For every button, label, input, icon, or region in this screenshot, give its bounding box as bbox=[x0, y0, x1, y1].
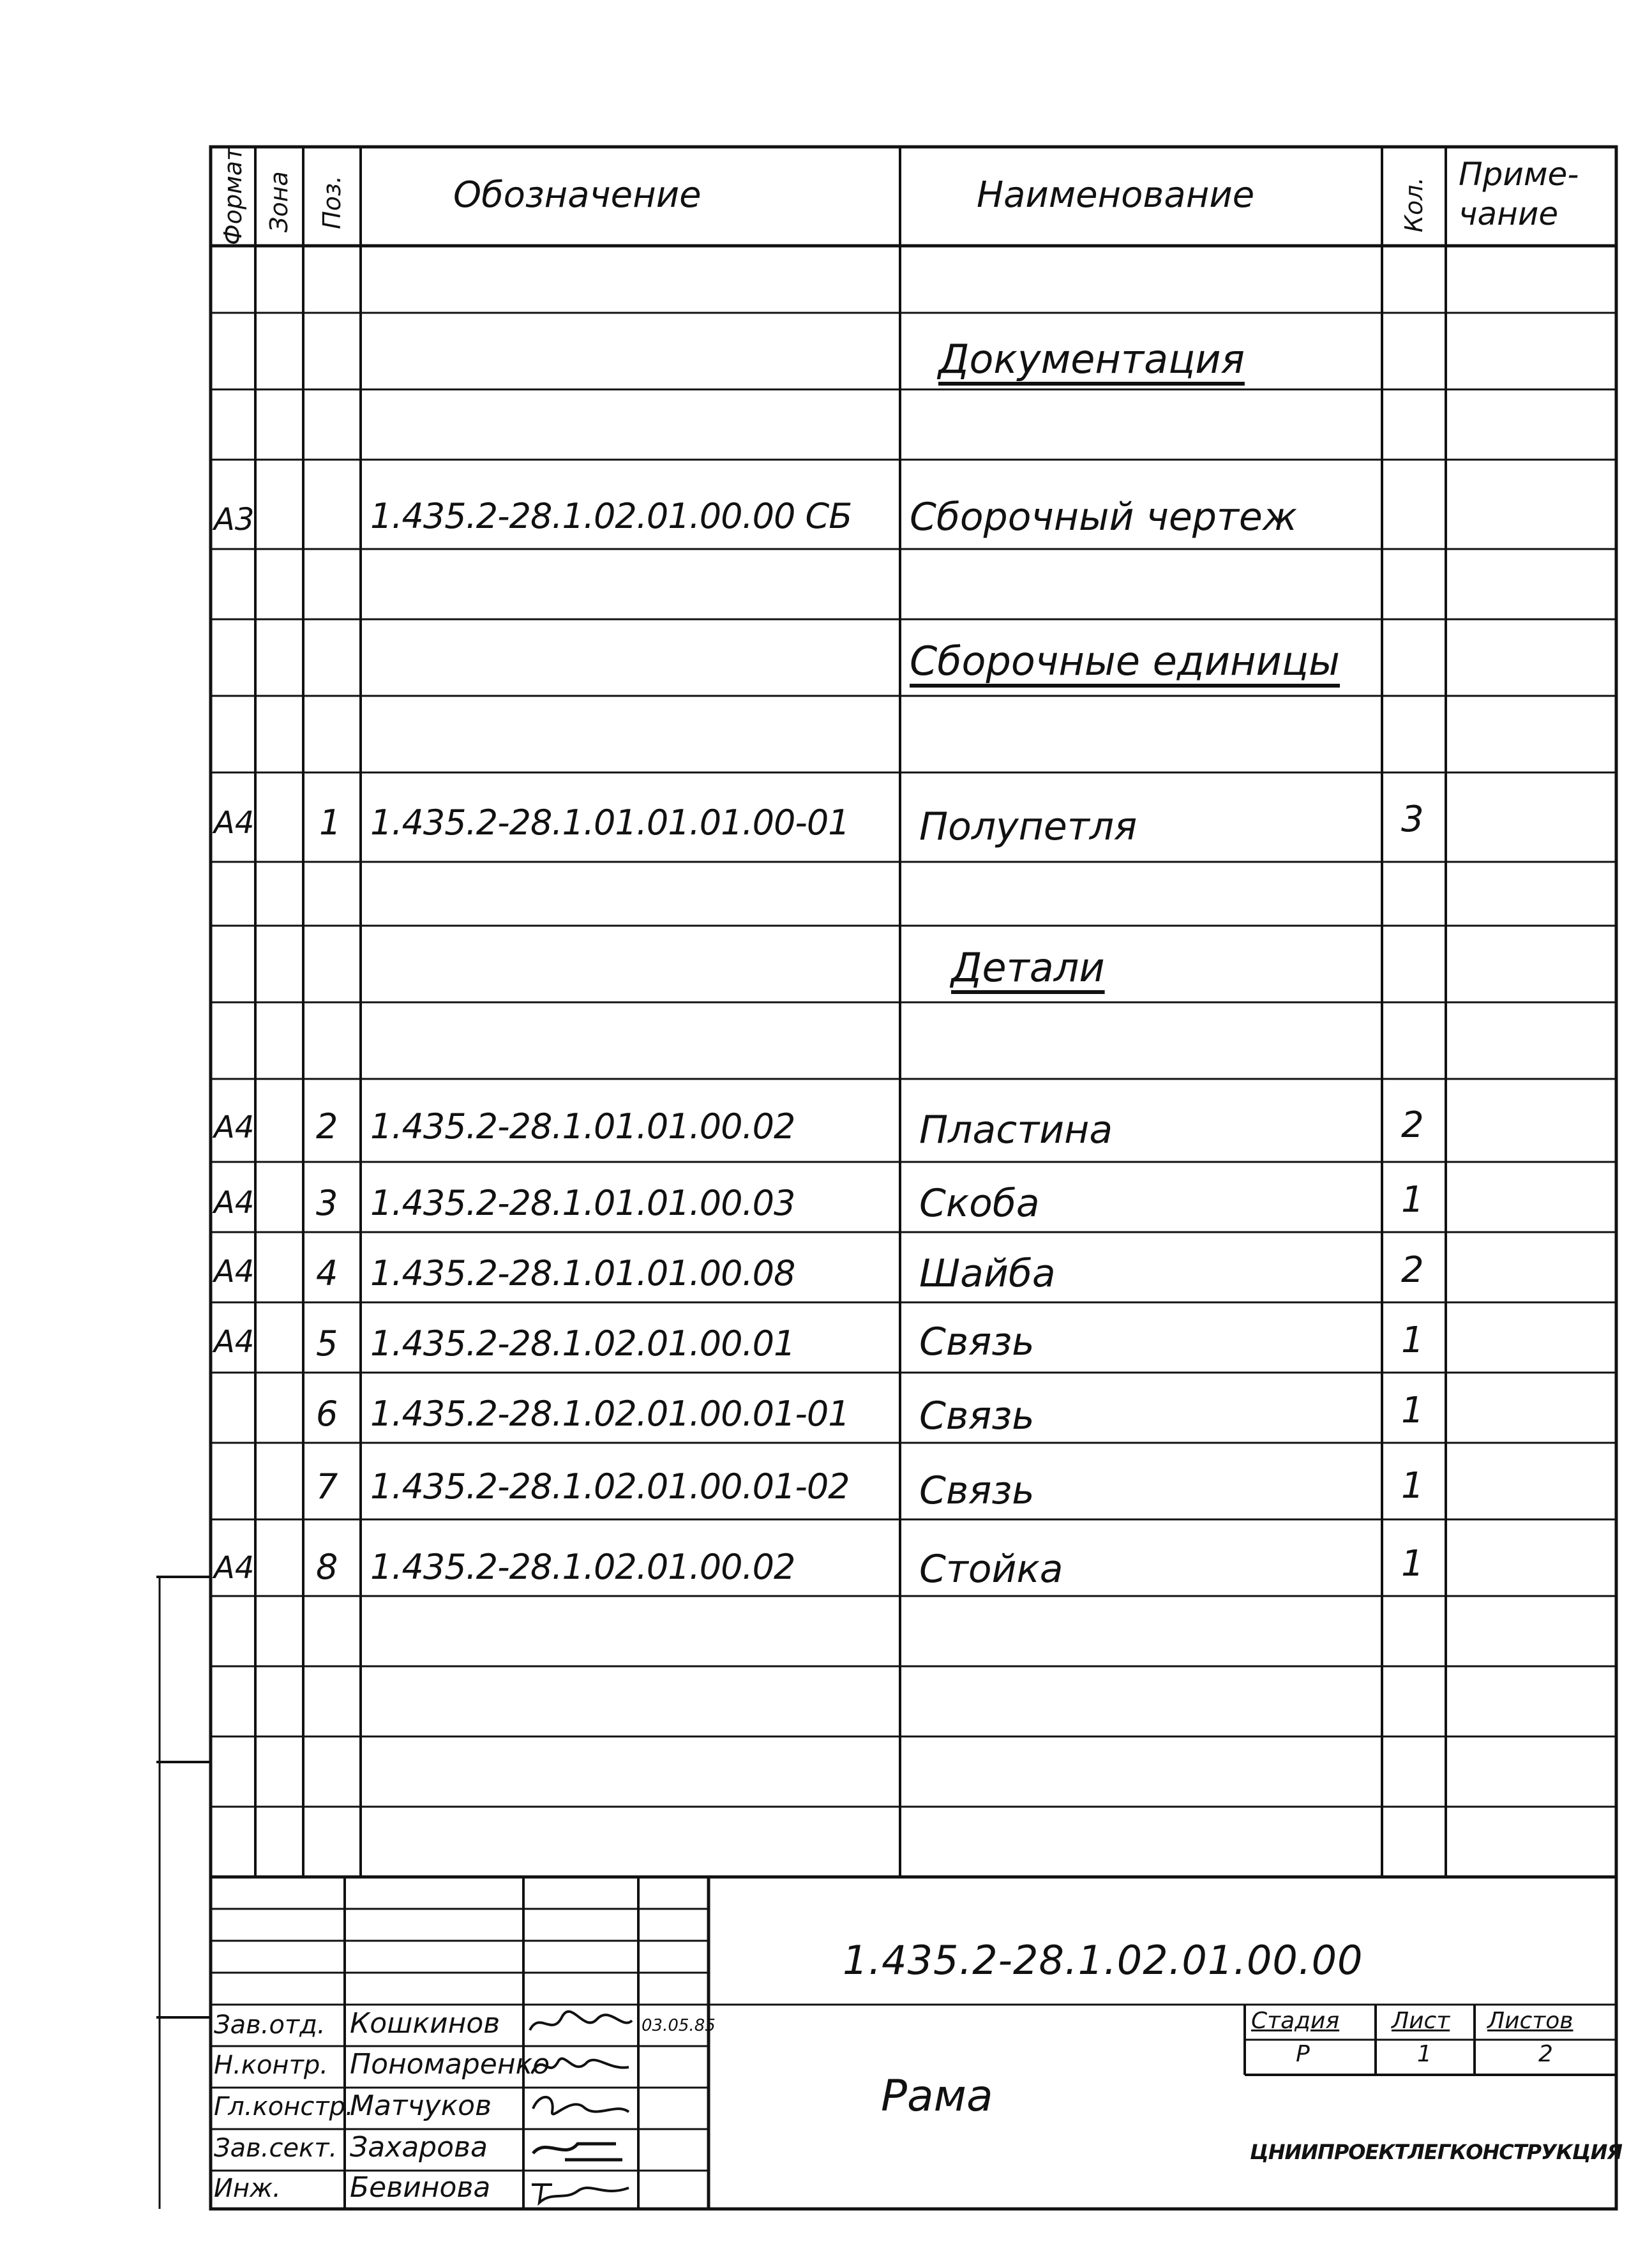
sheets-label: Листов bbox=[1487, 2008, 1573, 2034]
row-pos: 7 bbox=[316, 1466, 338, 1507]
section-title: Сборочные единицы bbox=[910, 638, 1340, 684]
row-qty: 1 bbox=[1401, 1465, 1424, 1507]
row-name: Полупетля bbox=[919, 804, 1138, 849]
row-pos: 2 bbox=[316, 1106, 338, 1147]
header-designation: Обозначение bbox=[453, 174, 702, 216]
row-format: А4 bbox=[214, 1110, 255, 1145]
row-qty: 1 bbox=[1401, 1390, 1424, 1431]
signature-1 bbox=[527, 2008, 635, 2040]
row-designation: 1.435.2-28.1.02.01.00.01-01 bbox=[370, 1394, 850, 1434]
row-qty: 1 bbox=[1401, 1320, 1424, 1361]
row-name: Стойка bbox=[919, 1547, 1063, 1592]
row-format: А4 bbox=[214, 1550, 255, 1586]
row-designation: 1.435.2-28.1.01.01.01.00-01 bbox=[370, 802, 850, 843]
row-name: Связь bbox=[919, 1468, 1035, 1513]
row-name: Пластина bbox=[919, 1108, 1113, 1152]
sheet-value: 1 bbox=[1417, 2041, 1432, 2067]
row-name: Сборочный чертеж bbox=[910, 495, 1297, 539]
header-pos: Поз. bbox=[318, 175, 346, 229]
signature-4 bbox=[527, 2131, 635, 2166]
person-name: Матчуков bbox=[350, 2090, 492, 2122]
row-designation: 1.435.2-28.1.02.01.00.00 СБ bbox=[370, 496, 852, 536]
row-pos: 1 bbox=[319, 802, 342, 843]
document-title: Рама bbox=[881, 2071, 993, 2121]
row-pos: 4 bbox=[316, 1253, 338, 1293]
sign-date: 03.05.85 bbox=[642, 2016, 716, 2035]
section-title: Документация bbox=[938, 336, 1245, 382]
row-qty: 3 bbox=[1401, 799, 1424, 840]
document-number: 1.435.2-28.1.02.01.00.00 bbox=[843, 1937, 1363, 1984]
row-name: Шайба bbox=[919, 1251, 1056, 1296]
stage-value: Р bbox=[1296, 2041, 1310, 2067]
role-label: Зав.отд. bbox=[214, 2010, 326, 2040]
sheet-label: Лист bbox=[1392, 2008, 1450, 2034]
signature-5 bbox=[527, 2172, 635, 2207]
row-designation: 1.435.2-28.1.01.01.00.03 bbox=[370, 1183, 795, 1223]
header-format: Формат bbox=[219, 146, 247, 245]
signature-3 bbox=[527, 2090, 635, 2125]
row-format: А4 bbox=[214, 1254, 255, 1290]
role-label: Н.контр. bbox=[214, 2051, 328, 2080]
header-qty: Кол. bbox=[1400, 177, 1428, 232]
row-designation: 1.435.2-28.1.02.01.00.02 bbox=[370, 1547, 795, 1587]
person-name: Кошкинов bbox=[350, 2007, 500, 2040]
person-name: Захарова bbox=[350, 2131, 488, 2164]
row-pos: 3 bbox=[316, 1183, 338, 1223]
role-label: Гл.констр. bbox=[214, 2092, 354, 2121]
row-pos: 5 bbox=[316, 1323, 338, 1364]
row-format: А4 bbox=[214, 1185, 255, 1221]
row-pos: 8 bbox=[316, 1547, 338, 1587]
row-designation: 1.435.2-28.1.02.01.00.01-02 bbox=[370, 1466, 850, 1507]
header-name: Наименование bbox=[977, 174, 1255, 216]
row-qty: 2 bbox=[1401, 1249, 1424, 1291]
row-name: Скоба bbox=[919, 1181, 1040, 1226]
header-zone: Зона bbox=[265, 171, 293, 232]
section-title: Детали bbox=[951, 944, 1105, 991]
row-designation: 1.435.2-28.1.01.01.00.02 bbox=[370, 1106, 795, 1147]
person-name: Бевинова bbox=[350, 2171, 491, 2204]
header-note-line2: чание bbox=[1459, 195, 1559, 232]
role-label: Инж. bbox=[214, 2174, 281, 2203]
row-designation: 1.435.2-28.1.02.01.00.01 bbox=[370, 1323, 795, 1364]
row-designation: 1.435.2-28.1.01.01.00.08 bbox=[370, 1253, 795, 1293]
role-label: Зав.сект. bbox=[214, 2134, 338, 2163]
row-format: А3 bbox=[214, 502, 255, 538]
row-pos: 6 bbox=[316, 1394, 338, 1434]
stage-label: Стадия bbox=[1251, 2008, 1340, 2034]
sheets-value: 2 bbox=[1538, 2041, 1553, 2067]
row-format: А4 bbox=[214, 1324, 255, 1360]
header-note-line1: Приме- bbox=[1459, 156, 1579, 193]
person-name: Пономаренко bbox=[350, 2048, 550, 2081]
row-format: А4 bbox=[214, 805, 255, 841]
organization-name: ЦНИИПРОЕКТЛЕГКОНСТРУКЦИЯ bbox=[1250, 2140, 1622, 2164]
row-name: Связь bbox=[919, 1320, 1035, 1364]
row-name: Связь bbox=[919, 1394, 1035, 1438]
signature-2 bbox=[527, 2048, 635, 2083]
row-qty: 2 bbox=[1401, 1104, 1424, 1146]
row-qty: 1 bbox=[1401, 1179, 1424, 1221]
row-qty: 1 bbox=[1401, 1543, 1424, 1585]
